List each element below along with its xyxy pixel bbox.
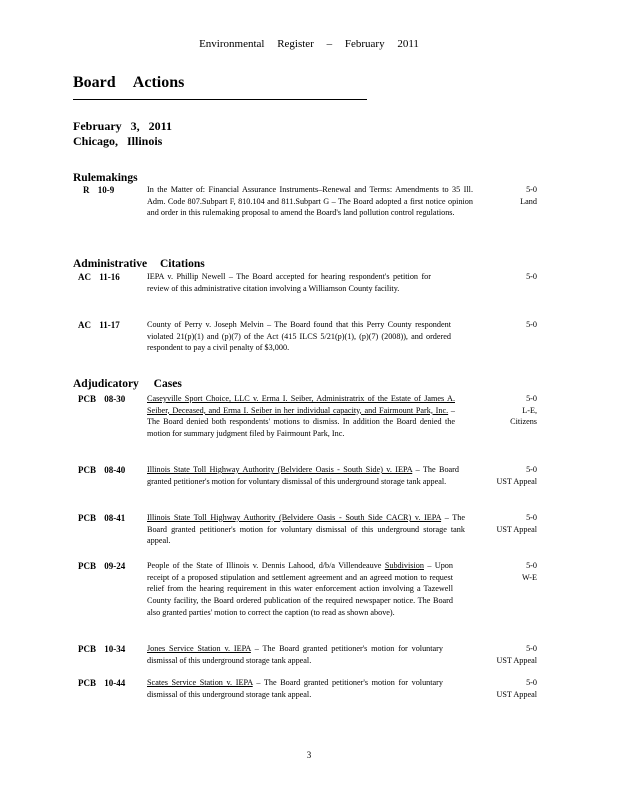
case-type: UST Appeal [496,689,537,699]
case-number: AC 11-16 [78,272,120,282]
case-text: – The Board granted petitioner's motion for voluntary dismissal of this underground storage tank appeal. [147,513,465,546]
case-caption: Illinois State Toll Highway Authority (Belvidere Oasis - South Side CACR) v. IEPA [147,513,442,522]
case-vote [480,560,537,583]
vote-count: 5-0 [526,678,537,687]
case-summary: In the Matter of: Financial Assurance Instruments–Renewal and Terms: Amendments to 35 Ill. Adm. Code 807.Subpart F, 810.104 and 811.Subpart G – The Board adopted a first notice opinion and order in this rulemaking proposal to amend the Board's land pollution control regulations. [147,185,473,218]
case-summary [147,677,443,700]
section-heading-adjudicatory: Adjudicatory Cases [73,378,182,390]
case-type: UST Appeal [496,524,537,534]
vote-count: 5-0 [526,644,537,653]
case-text: – The Board granted petitioner's motion for voluntary dismissal of this underground storage tank appeal. [147,678,443,699]
case-summary [147,393,455,440]
title-divider [73,99,367,100]
case-caption: Illinois State Toll Highway Authority (Belvidere Oasis - South Side) v. IEPA [147,465,413,474]
case-text: – Upon receipt of a proposed stipulation and settlement agreement and an agreed motion to request relief from the hearing requirement in this water enforcement action involving a Tazewell County facility, the Board ordered publication of the required newspaper notice. The Board also granted parties' motion to correct the caption (to read as shown above). [147,561,453,617]
vote-count: 5-0 [526,320,537,329]
case-caption-prefix: People of the State of Illinois v. Dennis Lahood, d/b/a Villendeauve [147,561,385,570]
meeting-date [73,119,172,149]
running-header: Environmental Register – February 2011 [199,38,419,50]
case-number: PCB 10-34 [78,644,126,654]
vote-count: 5-0 [526,185,537,194]
case-number: PCB 09-24 [78,561,126,571]
case-summary: County of Perry v. Joseph Melvin – The Board found that this Perry County respondent violated 21(p)(1) and (p)(7) of the Act (415 ILCS 5/21(p)(1), (p)(7) (2008)), and ordered respondent to pay a civil penalty of $3,000. [147,320,451,353]
case-text: – The Board denied both respondents' motions to dismiss. In addition the Board denied the motion for summary judgment filed by Fairmount Park, Inc. [147,405,456,439]
case-number: PCB 10-44 [78,678,126,688]
case-number: PCB 08-40 [78,465,126,475]
case-summary [147,464,459,487]
case-number: PCB 08-30 [78,394,126,404]
case-type: UST Appeal [496,655,537,665]
case-caption: Caseyville Sport Choice, LLC v. Erma I. Seiber, Administratrix of the Estate of James A. Seiber, Deceased, and Erma I. Seiber in her individual capacity, and Fairmount Park, Inc. [147,394,455,415]
vote-count: 5-0 [526,272,537,281]
case-vote [480,184,537,207]
case-type: UST Appeal [496,476,537,486]
case-caption: Subdivision [384,561,424,570]
case-type: Citizens [510,417,537,427]
page-title: Board Actions [73,74,185,91]
case-caption: Scates Service Station v. IEPA [147,678,253,687]
date-line: February 3, 2011 [73,119,172,133]
case-number: R 10-9 [83,185,115,195]
case-type: W-E [521,572,537,582]
case-summary [147,643,443,666]
case-vote [480,512,537,535]
vote-count: 5-0 [526,513,537,522]
case-text: – The Board granted petitioner's motion for voluntary dismissal of this underground storage tank appeal. [147,465,459,486]
case-vote [480,464,537,487]
vote-count: 5-0 [526,561,537,570]
case-number: PCB 08-41 [78,513,126,523]
case-vote [480,677,537,700]
vote-count: 5-0 [526,394,537,403]
case-summary [147,560,453,619]
case-text: – The Board granted petitioner's motion for voluntary dismissal of this underground storage tank appeal. [147,644,443,665]
case-number: AC 11-17 [78,320,120,330]
vote-count: 5-0 [526,465,537,474]
section-heading-administrative: Administrative Citations [73,258,205,270]
case-type: L-E, [522,405,537,415]
page-number: 3 [306,750,312,760]
case-vote [480,271,537,283]
location-line: Chicago, Illinois [73,134,163,148]
case-vote [480,643,537,666]
case-caption: Jones Service Station v. IEPA [147,644,251,653]
case-vote [480,319,537,331]
case-vote [480,393,537,428]
case-summary [147,512,465,547]
case-type: Land [520,196,537,206]
case-summary: IEPA v. Phillip Newell – The Board accepted for hearing respondent's petition for review of this administrative citation involving a Williamson County facility. [147,272,431,293]
section-heading-rulemakings: Rulemakings [73,172,138,184]
